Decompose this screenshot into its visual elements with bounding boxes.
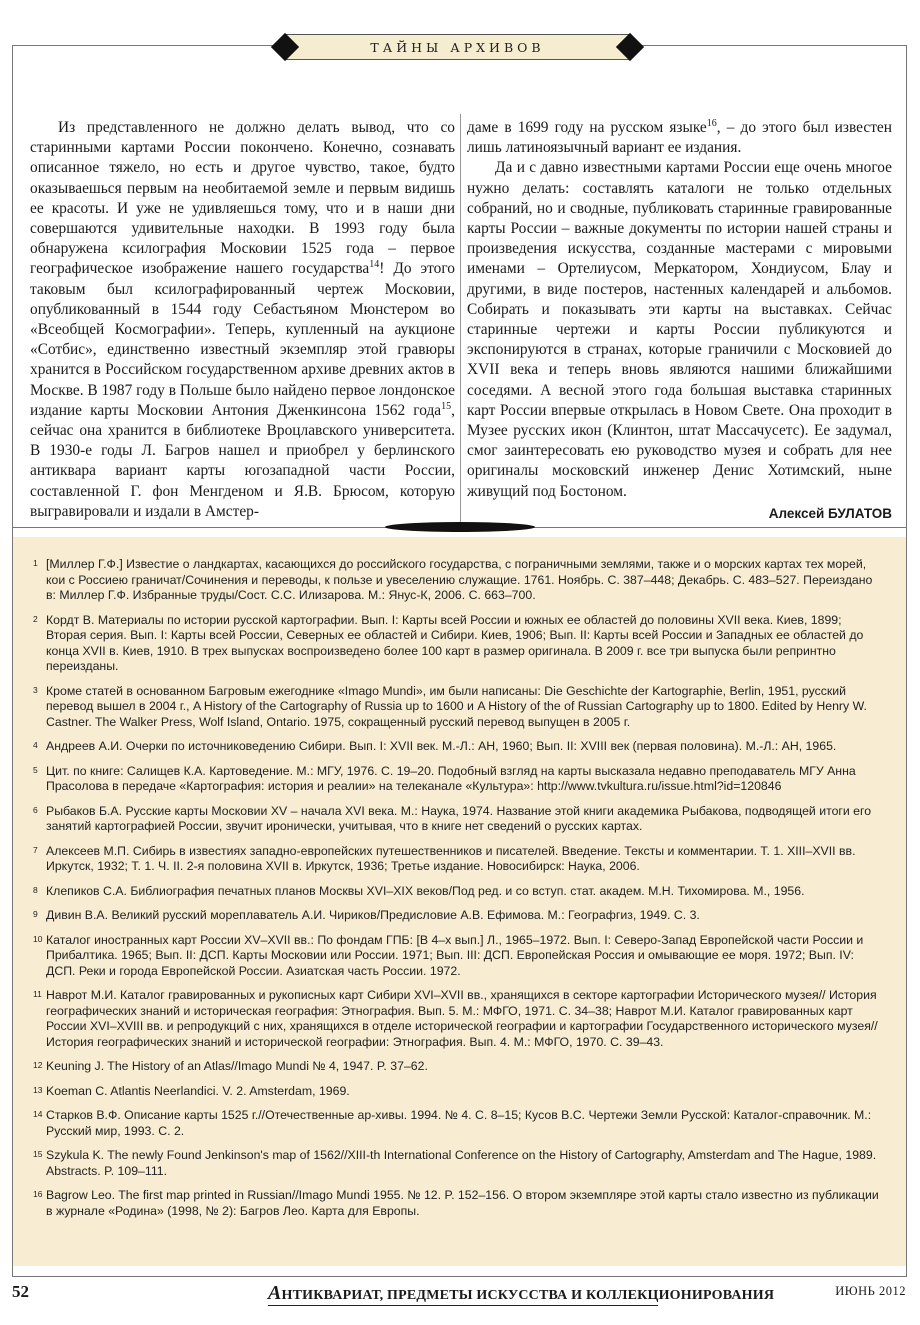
footnote-text: Андреев А.И. Очерки по источниковедению Сибири. Вып. I: XVII век. М.-Л.: АН, 1960; Вып. II: XVIII век (первая половина). М.-Л.: АН, 1965. (46, 739, 837, 753)
rule-ornament (385, 522, 535, 532)
footnote-text: Bagrow Leo. The first map printed in Russian//Imago Mundi 1955. № 12. P. 152–156. О втором экземпляре этой карты стало известно из публикации в журнале «Родина» (1998, № 2): Багров Лео. Карта для Европы. (46, 1188, 879, 1218)
footnote-item (33, 764, 883, 795)
footnote-number: 4 (33, 740, 38, 750)
footnote-ref[interactable]: 15 (441, 400, 452, 412)
footnote-text: [Миллер Г.Ф.] Известие о ландкартах, касающихся до российского государства, с пограничными землями, также и о морских картах тех морей, кои с Россиею граничат/Сочинения и переводы, к пользе и увеселению служащие. 1761. Ноябрь. С. 387–448; Декабрь. С. 483–527. Переиздано в: Миллер Г.Ф. Избранные труды/Сост. С.С. Илизарова. М.: Янус-К, 2006. С. 663–700. (46, 557, 873, 602)
footnote-number: 8 (33, 884, 38, 895)
footnote-number: 5 (33, 764, 38, 775)
footnote-number: 1 (33, 558, 38, 568)
footnote-text: Кордт В. Материалы по истории русской картографии. Вып. I: Карты всей России и южных ее областей до половины XVII века. Киев, 1899; Вторая серия. Вып. I: Карты всей России, Северных ее областей и Сибири. Киев, 1906; Вып. II: Карты всей России и Западных ее областей до конца XVII в. Киев, 1910. В трех выпусках воспроизведено более 100 карт в размер оригинала. В 2009 г. все три выпуска были репринтно переизданы. (46, 612, 864, 673)
footnotes-list (33, 557, 883, 1228)
issue-date: ИЮНЬ 2012 (835, 1284, 906, 1298)
section-banner (285, 34, 630, 60)
footnotes-panel (13, 537, 906, 1266)
footnote-text: Старков В.Ф. Описание карты 1525 г.//Отечественные ар-хивы. 1994. № 4. С. 8–15; Кусов В.С. Чертежи Земли Русской: Каталог-справочник. М.: Русский мир, 1993. С. 2. (46, 1108, 872, 1138)
footnote-item (33, 933, 883, 980)
footnote-number: 3 (33, 684, 38, 695)
magazine-title: АНТИКВАРИАТ, ПРЕДМЕТЫ ИСКУССТВА И КОЛЛЕКЦИОНИРОВАНИЯ (268, 1282, 775, 1304)
article-body (30, 117, 892, 521)
article-column-right (467, 118, 892, 524)
article-paragraph: Из представленного не должно делать вывод, что со старинными картами России покончено. Конечно, сознавать описанное тяжело, но есть и другое чувство, такое, будто оказываешься первым на необитаемой земле и первым видишь ее красоты. И уже не удивляешься тому, что и в наши дни совершаются удивительные находки. В 1993 году была обнаружена ксилография Московии 1525 года – первое географическое изображение нашего государства$^{14}$! До этого таковым был ксилографированный чертеж Московии, опубликованный в 1544 году Себастьяном Мюнстером во «Всеобщей Космографии». Теперь, купленный на аукционе «Сотбис», единственно известный экземпляр этой гравюры хранится в Российском государственном архиве древних актов в Москве. В 1987 году в Польше было найдено первое лондонское издание карты Московии Антония Дженкинсона 1562 года$^{15}$, сейчас она хранится в библиотеке Вроцлавского университета. В 1930-е годы Л. Багров нашел и приобрел у берлинского антиквара вариант карты югозападной части России, составленной Г. фон Менгденом и Я.В. Брюсом, которую выгравировали и издали в Амстер- (30, 119, 455, 520)
footnote-item (33, 613, 883, 675)
page-number: 52 (12, 1282, 29, 1301)
article-column-left (30, 118, 455, 522)
footnote-text: Рыбаков Б.А. Русские карты Московии XV – начала XVI века. М.: Наука, 1974. Название этой книги академика Рыбакова, подводящей итоги его занятий картографией России, звучит иронически, учитывая, что в книге нет сведений о русских картах. (46, 803, 872, 833)
footnote-item (33, 1108, 883, 1139)
article-paragraph: даме в 1699 году на русском языке$^{16}$, – до этого был известен лишь латиноязычный вариант ее издания. (467, 117, 892, 157)
section-title: ТАЙНЫ АРХИВОВ (370, 39, 545, 55)
page-footer (0, 1280, 920, 1310)
footnote-number: 14 (33, 1109, 43, 1119)
footnote-text: Szykula K. The newly Found Jenkinson's map of 1562//XIII-th International Conference on the History of Cartography, Amsterdam and The Hague, 1989. Abstracts. P. 109–111. (46, 1148, 877, 1178)
footnote-item (33, 908, 883, 924)
footnote-item (33, 1148, 883, 1179)
footnote-item (33, 844, 883, 875)
footnote-text: Кроме статей в основанном Багровым ежегоднике «Imago Mundi», им были написаны: Die Geschichte der Kartographie, Berlin, 1951, русский перевод вышел в 2004 г., A History of the Cartography of Russia up to 1600 и A History of the of Russian Cartography up to 1800. Edited by Henry W. Castner. The Walker Press, Wolf Island, Ontario. 1975, сокращенный русский перевод выпущен в 2005 г. (46, 683, 867, 729)
footnote-text: Цит. по книге: Салищев К.А. Картоведение. М.: МГУ, 1976. С. 19–20. Подобный взгляд на карты высказала недавно преподаватель МГУ Анна Прасолова в передаче «Картография: история и реалии» на телеканале «Культура»: http://www.tvkultura.ru/issue.html?id=120846 (46, 763, 856, 793)
footnote-item (33, 1084, 883, 1100)
footnote-text: Клепиков С.А. Библиография печатных планов Москвы XVI–XIX веков/Под ред. и со вступ. стат. академ. М.Н. Тихомирова. М., 1956. (46, 883, 805, 898)
footnote-number: 9 (33, 909, 38, 919)
footnote-number: 16 (33, 1189, 43, 1199)
footnote-item (33, 884, 883, 900)
footnote-item (33, 1059, 883, 1075)
article-author: Алексей БУЛАТОВ (768, 505, 892, 521)
footnote-number: 11 (33, 989, 42, 999)
footnote-text: Keuning J. The History of an Atlas//Imago Mundi № 4, 1947. P. 37–62. (46, 1059, 428, 1073)
footnote-number: 6 (33, 804, 38, 815)
footnote-ref[interactable]: 14 (369, 259, 380, 271)
footnote-number: 12 (33, 1060, 43, 1070)
footnote-item (33, 557, 883, 604)
footnote-number: 2 (33, 613, 38, 624)
footnote-item (33, 988, 883, 1050)
footnote-number: 10 (33, 933, 43, 944)
footnote-text: Koeman C. Atlantis Neerlandici. V. 2. Amsterdam, 1969. (46, 1083, 350, 1098)
article-paragraph: Да и с давно известными картами России еще очень многое нужно делать: составлять каталоги не только отдельных собраний, но и сводные, публиковать старинные гравированные карты России – важные документы по истории нашей страны и произведения искусства, созданные мастерами с мировыми именами – Ортелиусом, Меркатором, Хондиусом, Блау и другими, в виде постеров, настенных календарей и альбомов. Собирать и показывать эти карты на выставках. Сейчас старинные чертежи и карты России публикуются и экспонируются в странах, которые граничили с Московией до XVII века и теперь вновь являются нашими ближайшими соседями. А весной этого года большая выставка старинных карт России впервые открылась в Новом Свете. Она проходит в Музее русских икон (Клинтон, штат Массачусетс). Ее задумал, смог заинтересовать ею руководство музея и собрать для нее оригиналы московский инженер Денис Хотимский, ныне живущий под Бостоном. (467, 159, 892, 500)
footnote-number: 13 (33, 1084, 43, 1095)
footnote-item (33, 1188, 883, 1219)
footnote-text: Наврот М.И. Каталог гравированных и рукописных карт Сибири XVI–XVII вв., хранящихся в секторе картографии Исторического музея// История географических знаний и историческая география: Этнография. Вып. 5. М.: МФГО, 1971. С. 34–38; Наврот М.И. Каталог гравированных карт России XVI–XVIII вв. и репродукций с них, хранящихся в отделе исторической географии и картографии Государственного исторического музея//История географических знаний и исторической географии: Этнография. Вып. 4. М.: МФГО, 1970. С. 39–43. (46, 988, 878, 1049)
footnote-item (33, 739, 883, 755)
footnote-text: Каталог иностранных карт России XV–XVII вв.: По фондам ГПБ: [В 4–х вып.] Л., 1965–1972. Вып. I: Северо-Запад Европейской части России и Прибалтика. 1965; Вып. II: ДСП. Карты Московии или России. 1971; Вып. III: ДСП. Европейская Россия и омывающие ее моря. 1972; Вып. IV: ДСП. Реки и города Европейской России. Азиатская часть России. 1972. (46, 932, 864, 978)
footnote-text: Алексеев М.П. Сибирь в известиях западно-европейских путешественников и писателей. Введение. Тексты и комментарии. Т. 1. XIII–XVII вв. Иркутск, 1932; Т. 1. Ч. II. 2-я половина XVII в. Иркутск, 1936; Третье издание. Новосибирск: Наука, 2006. (46, 843, 856, 873)
footnote-ref[interactable]: 16 (706, 117, 717, 129)
footnote-item (33, 684, 883, 731)
footnote-number: 15 (33, 1149, 43, 1159)
footnote-text: Дивин В.А. Великий русский мореплаватель А.И. Чириков/Предисловие А.В. Ефимова. М.: Географгиз, 1949. С. 3. (46, 908, 700, 922)
footnote-number: 7 (33, 844, 38, 855)
footnote-item (33, 804, 883, 835)
magazine-title-underline (268, 1305, 658, 1306)
